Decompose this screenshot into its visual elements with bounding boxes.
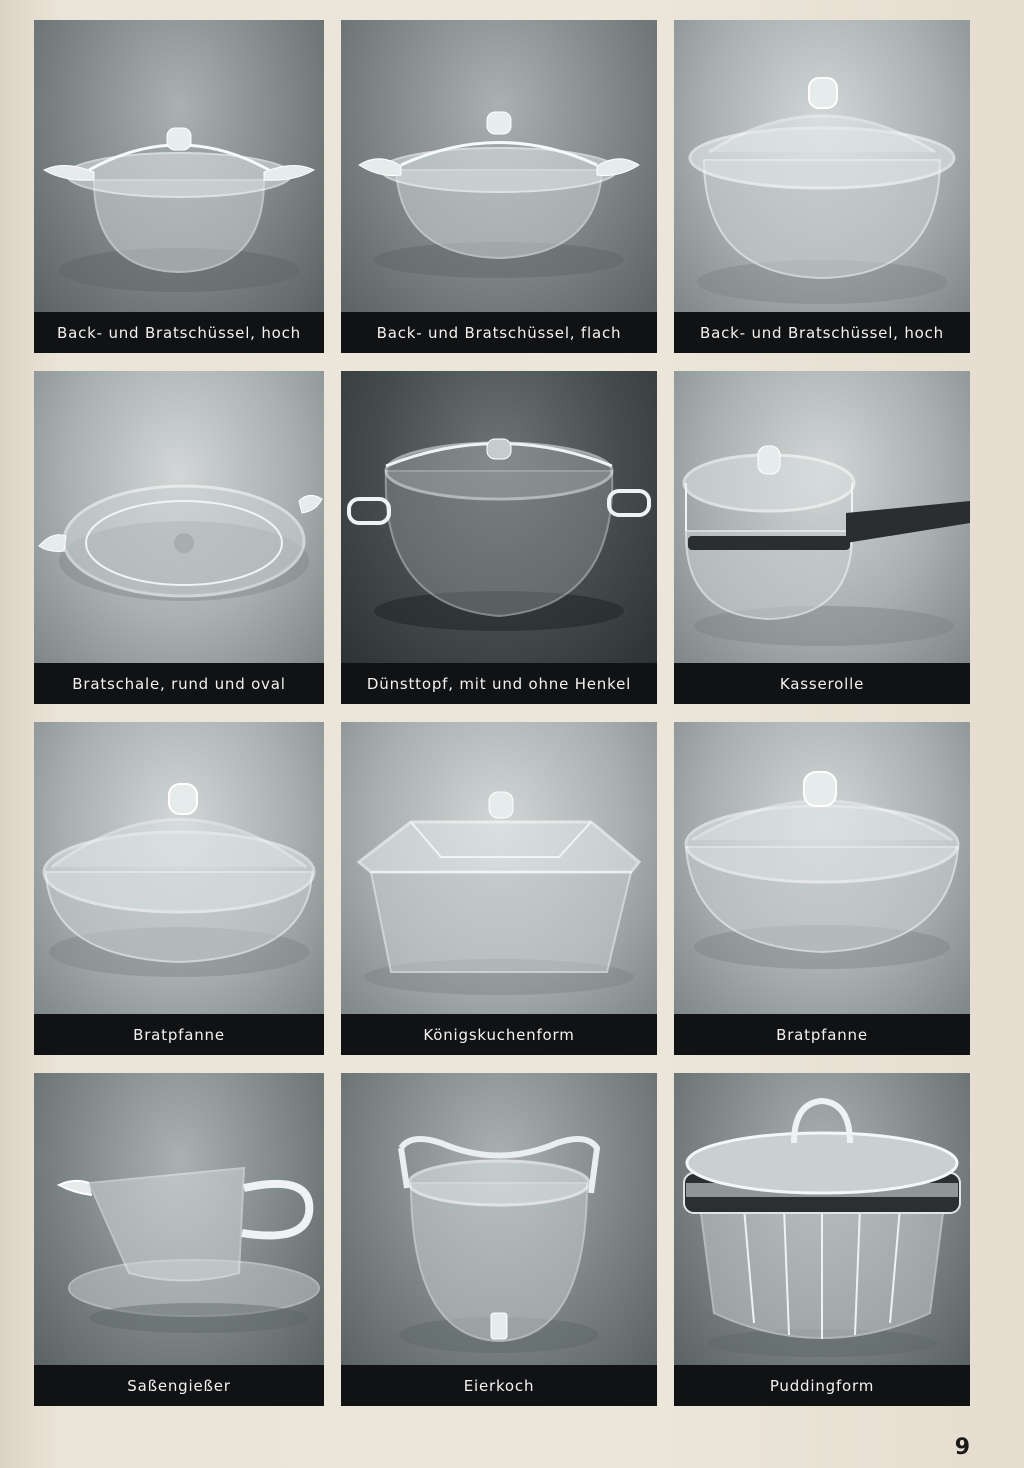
product-card	[341, 20, 657, 353]
product-card	[674, 1073, 970, 1406]
product-card	[674, 20, 970, 353]
product-card	[341, 1073, 657, 1406]
loaf-pan-icon	[341, 722, 657, 1014]
pudding-mold-icon	[674, 1073, 970, 1365]
product-card	[34, 371, 324, 704]
saucepan-icon	[674, 371, 970, 663]
product-card	[341, 722, 657, 1055]
gravy-boat-icon	[34, 1073, 324, 1365]
product-caption: Saßengießer	[34, 1365, 324, 1406]
product-caption: Dünsttopf, mit und ohne Henkel	[341, 663, 657, 704]
product-card	[34, 1073, 324, 1406]
casserole-handled-icon	[34, 20, 324, 312]
product-caption: Bratpfanne	[34, 1014, 324, 1055]
product-caption: Eierkoch	[341, 1365, 657, 1406]
product-card	[341, 371, 657, 704]
roaster-round-icon	[34, 722, 324, 1014]
product-grid	[34, 20, 970, 1406]
product-card	[34, 722, 324, 1055]
product-caption: Back- und Bratschüssel, hoch	[34, 312, 324, 353]
product-caption: Back- und Bratschüssel, hoch	[674, 312, 970, 353]
stew-pot-icon	[341, 371, 657, 663]
egg-coddler-icon	[341, 1073, 657, 1365]
product-card	[674, 722, 970, 1055]
product-card	[34, 20, 324, 353]
product-caption: Königskuchenform	[341, 1014, 657, 1055]
roaster-oval-icon	[674, 722, 970, 1014]
product-caption: Bratschale, rund und oval	[34, 663, 324, 704]
product-caption: Bratpfanne	[674, 1014, 970, 1055]
product-caption: Puddingform	[674, 1365, 970, 1406]
product-card	[674, 371, 970, 704]
product-caption: Kasserolle	[674, 663, 970, 704]
pie-dish-icon	[34, 371, 324, 663]
product-caption: Back- und Bratschüssel, flach	[341, 312, 657, 353]
casserole-round-icon	[674, 20, 970, 312]
casserole-shallow-icon	[341, 20, 657, 312]
page-number: 9	[954, 1435, 970, 1460]
